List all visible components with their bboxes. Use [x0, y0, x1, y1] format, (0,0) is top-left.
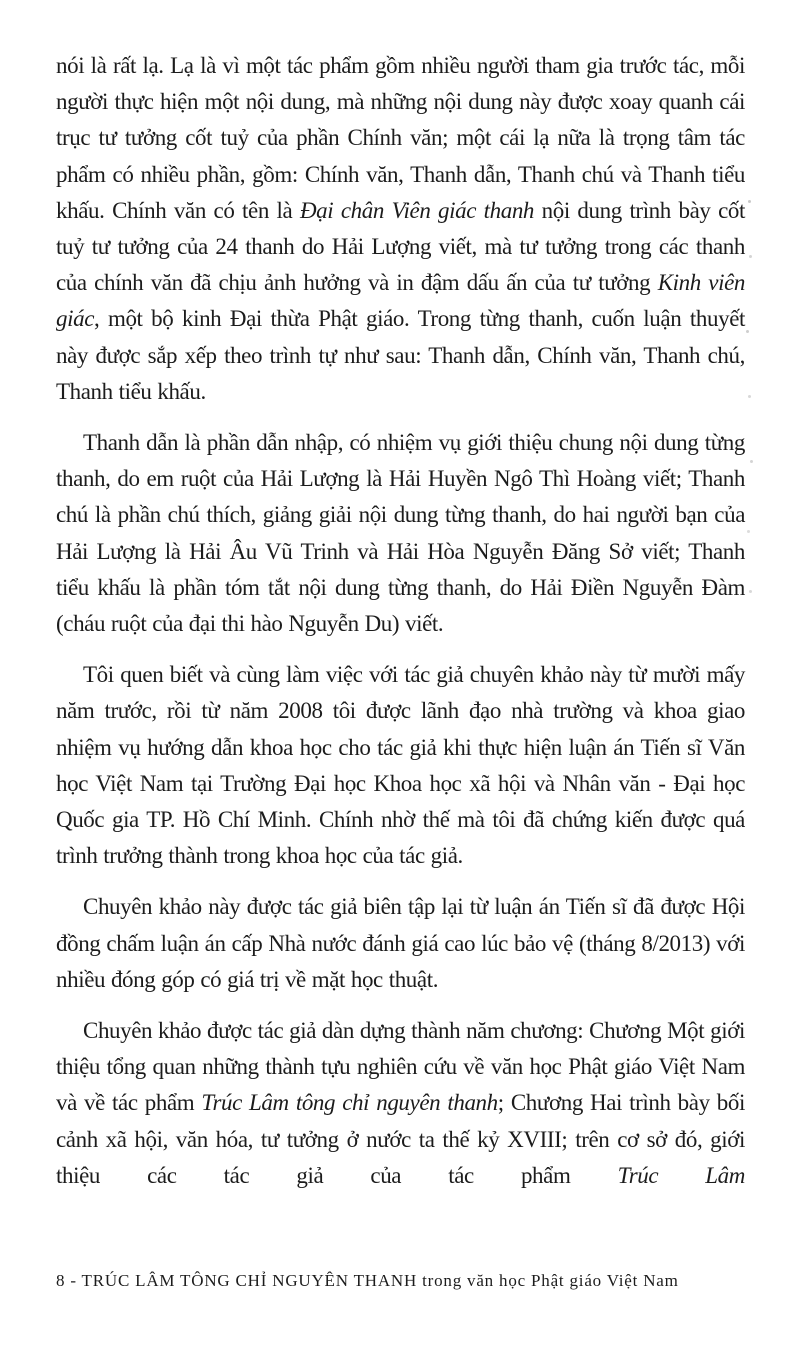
scan-artifact-specks — [748, 200, 751, 203]
text-segment: nói là rất lạ. Lạ là vì một tác phẩm gồm nhiều người tham gia trước tác, mỗi người thực hiện một nội dung, mà những nội dung này được xoay quanh cái trục tư tưởng cốt tuỷ của phần Chính văn; một cái lạ nữa là trọng tâm tác phẩm có nhiều phần, gồm: Chính văn, Thanh dẫn, Thanh chú và Thanh tiểu khấu. Chính văn có tên là — [56, 53, 745, 223]
italic-title-segment: Kinh viên giác — [56, 270, 745, 332]
text-segment: Chuyên khảo này được tác giả biên tập lại từ luận án Tiến sĩ đã được Hội đồng chấm luận án cấp Nhà nước đánh giá cao lúc bảo vệ (tháng 8/2013) với nhiều đóng góp có giá trị về mặt học thuật. — [56, 894, 745, 992]
page-body-text — [56, 48, 745, 1209]
text-segment: , một bộ kinh Đại thừa Phật giáo. Trong từng thanh, cuốn luận thuyết này được sắp xếp theo trình tự như sau: Thanh dẫn, Chính văn, Thanh chú, Thanh tiểu khấu. — [56, 306, 745, 404]
text-segment: ; Chương Hai trình bày bối cảnh xã hội, văn hóa, tư tưởng ở nước ta thế kỷ XVIII; trên cơ sở đó, giới thiệu các tác giả của tác phẩm — [56, 1090, 745, 1188]
text-segment: Tôi quen biết và cùng làm việc với tác giả chuyên khảo này từ mười mấy năm trước, rồi từ năm 2008 tôi được lãnh đạo nhà trường và khoa giao nhiệm vụ hướng dẫn khoa học cho tác giả khi thực hiện luận án Tiến sĩ Văn học Việt Nam tại Trường Đại học Khoa học xã hội và Nhân văn - Đại học Quốc gia TP. Hồ Chí Minh. Chính nhờ thế mà tôi đã chứng kiến được quá trình trưởng thành trong khoa học của tác giả. — [56, 662, 745, 869]
italic-title-segment: Đại chân Viên giác thanh — [299, 197, 535, 223]
paragraph — [56, 657, 745, 874]
italic-title-segment: Trúc Lâm — [617, 1162, 745, 1188]
page-footer — [56, 1271, 679, 1291]
text-segment: Chuyên khảo được tác giả dàn dựng thành năm chương: Chương Một giới thiệu tổng quan những thành tựu nghiên cứu về văn học Phật giáo Việt Nam và về tác phẩm — [56, 1018, 745, 1116]
text-segment: nội dung trình bày cốt tuỷ tư tưởng của 24 thanh do Hải Lượng viết, mà tư tưởng trong các thanh của chính văn đã chịu ảnh hưởng và in đậm dấu ấn của tư tưởng — [56, 197, 746, 296]
paragraph — [56, 48, 745, 410]
text-segment: Thanh dẫn là phần dẫn nhập, có nhiệm vụ giới thiệu chung nội dung từng thanh, do em ruột của Hải Lượng là Hải Huyền Ngô Thì Hoàng viết; Thanh chú là phần chú thích, giảng giải nội dung từng thanh, do hai người bạn của Hải Lượng là Hải Âu Vũ Trinh và Hải Hòa Nguyễn Đăng Sở viết; Thanh tiểu khấu là phần tóm tắt nội dung từng thanh, do Hải Điền Nguyễn Đàm (cháu ruột của đại thi hào Nguyễn Du) viết. — [56, 430, 745, 637]
paragraph — [56, 425, 745, 642]
paragraph — [56, 1013, 745, 1194]
paragraph — [56, 889, 745, 998]
footer-text: 8 - TRÚC LÂM TÔNG CHỈ NGUYÊN THANH trong văn học Phật giáo Việt Nam — [56, 1271, 679, 1290]
italic-title-segment: Trúc Lâm tông chỉ nguyên thanh — [201, 1090, 498, 1116]
